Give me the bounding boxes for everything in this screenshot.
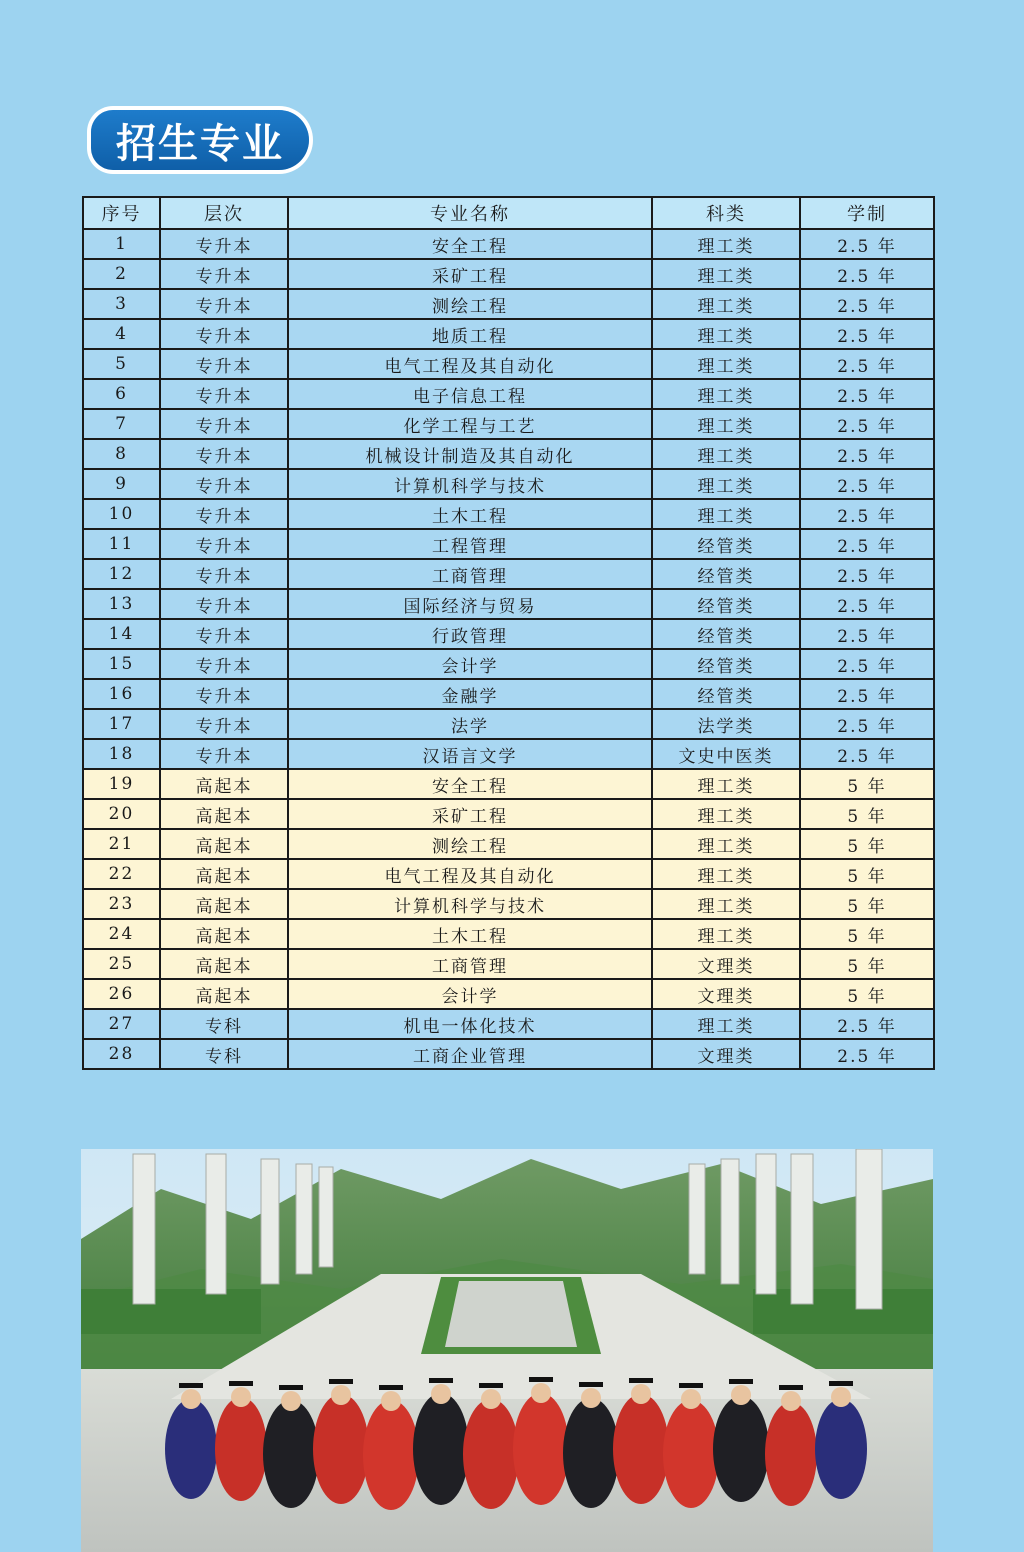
- cell-index: 23: [83, 889, 160, 919]
- table-row: [83, 769, 934, 799]
- cell-index: 28: [83, 1039, 160, 1069]
- cell-major-name: 土木工程: [288, 499, 652, 529]
- cell-index: 17: [83, 709, 160, 739]
- cell-category: 理工类: [652, 1009, 800, 1039]
- table-row: [83, 499, 934, 529]
- table-row: [83, 409, 934, 439]
- cell-level: 专升本: [160, 439, 288, 469]
- cell-duration: 5 年: [800, 919, 934, 949]
- cell-major-name: 工商管理: [288, 949, 652, 979]
- cell-level: 专升本: [160, 319, 288, 349]
- cell-index: 3: [83, 289, 160, 319]
- cell-level: 高起本: [160, 979, 288, 1009]
- cell-index: 8: [83, 439, 160, 469]
- cell-level: 高起本: [160, 889, 288, 919]
- cell-category: 文史中医类: [652, 739, 800, 769]
- cell-index: 4: [83, 319, 160, 349]
- cell-duration: 2.5 年: [800, 649, 934, 679]
- cell-duration: 2.5 年: [800, 739, 934, 769]
- cell-duration: 5 年: [800, 829, 934, 859]
- cell-index: 10: [83, 499, 160, 529]
- cell-level: 专升本: [160, 499, 288, 529]
- cell-duration: 2.5 年: [800, 559, 934, 589]
- cell-duration: 2.5 年: [800, 529, 934, 559]
- cell-duration: 2.5 年: [800, 1039, 934, 1069]
- header-level: 层次: [160, 197, 288, 229]
- cell-major-name: 会计学: [288, 979, 652, 1009]
- cell-level: 专升本: [160, 259, 288, 289]
- cell-major-name: 电气工程及其自动化: [288, 859, 652, 889]
- cell-major-name: 计算机科学与技术: [288, 889, 652, 919]
- table-row: [83, 439, 934, 469]
- cell-category: 文理类: [652, 979, 800, 1009]
- header-major-name: 专业名称: [288, 197, 652, 229]
- cell-duration: 2.5 年: [800, 319, 934, 349]
- cell-level: 专升本: [160, 709, 288, 739]
- cell-category: 理工类: [652, 409, 800, 439]
- table-row: [83, 589, 934, 619]
- cell-duration: 2.5 年: [800, 1009, 934, 1039]
- cell-index: 13: [83, 589, 160, 619]
- cell-index: 27: [83, 1009, 160, 1039]
- cell-level: 专科: [160, 1009, 288, 1039]
- cell-major-name: 国际经济与贸易: [288, 589, 652, 619]
- cell-category: 文理类: [652, 1039, 800, 1069]
- cell-category: 理工类: [652, 829, 800, 859]
- cell-duration: 5 年: [800, 979, 934, 1009]
- cell-index: 26: [83, 979, 160, 1009]
- cell-index: 5: [83, 349, 160, 379]
- cell-level: 专升本: [160, 349, 288, 379]
- table-row: [83, 259, 934, 289]
- cell-duration: 5 年: [800, 889, 934, 919]
- cell-duration: 2.5 年: [800, 229, 934, 259]
- cell-index: 24: [83, 919, 160, 949]
- table-row: [83, 739, 934, 769]
- table-header-row: [83, 197, 934, 229]
- cell-level: 专升本: [160, 649, 288, 679]
- cell-category: 理工类: [652, 859, 800, 889]
- cell-index: 9: [83, 469, 160, 499]
- cell-category: 理工类: [652, 439, 800, 469]
- cell-index: 2: [83, 259, 160, 289]
- cell-index: 15: [83, 649, 160, 679]
- cell-level: 专升本: [160, 559, 288, 589]
- cell-major-name: 汉语言文学: [288, 739, 652, 769]
- cell-duration: 2.5 年: [800, 709, 934, 739]
- table-row: [83, 289, 934, 319]
- cell-level: 高起本: [160, 919, 288, 949]
- cell-duration: 2.5 年: [800, 379, 934, 409]
- cell-level: 专科: [160, 1039, 288, 1069]
- cell-category: 法学类: [652, 709, 800, 739]
- cell-category: 理工类: [652, 799, 800, 829]
- cell-major-name: 采矿工程: [288, 259, 652, 289]
- cell-category: 经管类: [652, 529, 800, 559]
- cell-major-name: 化学工程与工艺: [288, 409, 652, 439]
- table-row: [83, 799, 934, 829]
- cell-category: 理工类: [652, 289, 800, 319]
- cell-index: 1: [83, 229, 160, 259]
- cell-level: 高起本: [160, 799, 288, 829]
- cell-index: 21: [83, 829, 160, 859]
- table-row: [83, 919, 934, 949]
- cell-index: 11: [83, 529, 160, 559]
- cell-major-name: 机电一体化技术: [288, 1009, 652, 1039]
- cell-duration: 5 年: [800, 799, 934, 829]
- cell-index: 12: [83, 559, 160, 589]
- table-row: [83, 1009, 934, 1039]
- cell-duration: 2.5 年: [800, 589, 934, 619]
- cell-major-name: 机械设计制造及其自动化: [288, 439, 652, 469]
- cell-category: 文理类: [652, 949, 800, 979]
- cell-major-name: 工商管理: [288, 559, 652, 589]
- cell-level: 高起本: [160, 829, 288, 859]
- cell-category: 理工类: [652, 469, 800, 499]
- cell-major-name: 金融学: [288, 679, 652, 709]
- cell-level: 专升本: [160, 619, 288, 649]
- table-row: [83, 349, 934, 379]
- section-title-badge: [91, 110, 309, 170]
- cell-category: 理工类: [652, 379, 800, 409]
- cell-major-name: 工程管理: [288, 529, 652, 559]
- cell-duration: 5 年: [800, 859, 934, 889]
- cell-category: 经管类: [652, 589, 800, 619]
- cell-duration: 2.5 年: [800, 289, 934, 319]
- table-row: [83, 709, 934, 739]
- cell-major-name: 测绘工程: [288, 829, 652, 859]
- table-row: [83, 559, 934, 589]
- table-row: [83, 469, 934, 499]
- cell-index: 22: [83, 859, 160, 889]
- header-duration: 学制: [800, 197, 934, 229]
- cell-duration: 5 年: [800, 769, 934, 799]
- cell-level: 高起本: [160, 859, 288, 889]
- cell-level: 高起本: [160, 949, 288, 979]
- cell-duration: 2.5 年: [800, 679, 934, 709]
- graduation-photo-icon: [81, 1149, 933, 1552]
- cell-level: 高起本: [160, 769, 288, 799]
- cell-duration: 2.5 年: [800, 259, 934, 289]
- cell-category: 经管类: [652, 679, 800, 709]
- cell-level: 专升本: [160, 739, 288, 769]
- cell-major-name: 土木工程: [288, 919, 652, 949]
- cell-duration: 2.5 年: [800, 469, 934, 499]
- cell-index: 16: [83, 679, 160, 709]
- cell-duration: 2.5 年: [800, 349, 934, 379]
- cell-category: 理工类: [652, 349, 800, 379]
- cell-category: 理工类: [652, 889, 800, 919]
- cell-index: 18: [83, 739, 160, 769]
- header-category: 科类: [652, 197, 800, 229]
- table-row: [83, 529, 934, 559]
- cell-index: 25: [83, 949, 160, 979]
- cell-index: 6: [83, 379, 160, 409]
- cell-level: 专升本: [160, 589, 288, 619]
- cell-category: 理工类: [652, 259, 800, 289]
- table-row: [83, 649, 934, 679]
- graduation-photo: [81, 1149, 933, 1552]
- cell-major-name: 会计学: [288, 649, 652, 679]
- section-title: 招生专业: [116, 120, 284, 167]
- cell-level: 专升本: [160, 289, 288, 319]
- cell-level: 专升本: [160, 379, 288, 409]
- table-row: [83, 889, 934, 919]
- table-row: [83, 319, 934, 349]
- cell-category: 经管类: [652, 559, 800, 589]
- table-row: [83, 1039, 934, 1069]
- cell-duration: 2.5 年: [800, 619, 934, 649]
- cell-major-name: 计算机科学与技术: [288, 469, 652, 499]
- cell-category: 理工类: [652, 319, 800, 349]
- cell-index: 7: [83, 409, 160, 439]
- cell-category: 理工类: [652, 769, 800, 799]
- table-row: [83, 379, 934, 409]
- table-body: [83, 229, 934, 1069]
- cell-duration: 2.5 年: [800, 409, 934, 439]
- cell-index: 20: [83, 799, 160, 829]
- cell-major-name: 安全工程: [288, 769, 652, 799]
- cell-duration: 5 年: [800, 949, 934, 979]
- table-row: [83, 679, 934, 709]
- cell-level: 专升本: [160, 469, 288, 499]
- table-row: [83, 829, 934, 859]
- cell-major-name: 法学: [288, 709, 652, 739]
- cell-major-name: 安全工程: [288, 229, 652, 259]
- cell-major-name: 行政管理: [288, 619, 652, 649]
- cell-category: 理工类: [652, 229, 800, 259]
- cell-level: 专升本: [160, 679, 288, 709]
- table-row: [83, 229, 934, 259]
- cell-duration: 2.5 年: [800, 439, 934, 469]
- cell-major-name: 工商企业管理: [288, 1039, 652, 1069]
- cell-major-name: 电子信息工程: [288, 379, 652, 409]
- cell-category: 经管类: [652, 619, 800, 649]
- table-row: [83, 979, 934, 1009]
- cell-major-name: 地质工程: [288, 319, 652, 349]
- cell-category: 理工类: [652, 499, 800, 529]
- table-row: [83, 619, 934, 649]
- table-row: [83, 859, 934, 889]
- cell-level: 专升本: [160, 529, 288, 559]
- cell-level: 专升本: [160, 229, 288, 259]
- table-row: [83, 949, 934, 979]
- cell-index: 19: [83, 769, 160, 799]
- cell-category: 理工类: [652, 919, 800, 949]
- header-index: 序号: [83, 197, 160, 229]
- cell-category: 经管类: [652, 649, 800, 679]
- cell-major-name: 电气工程及其自动化: [288, 349, 652, 379]
- cell-duration: 2.5 年: [800, 499, 934, 529]
- cell-major-name: 采矿工程: [288, 799, 652, 829]
- cell-index: 14: [83, 619, 160, 649]
- majors-table: [82, 196, 935, 1070]
- cell-major-name: 测绘工程: [288, 289, 652, 319]
- cell-level: 专升本: [160, 409, 288, 439]
